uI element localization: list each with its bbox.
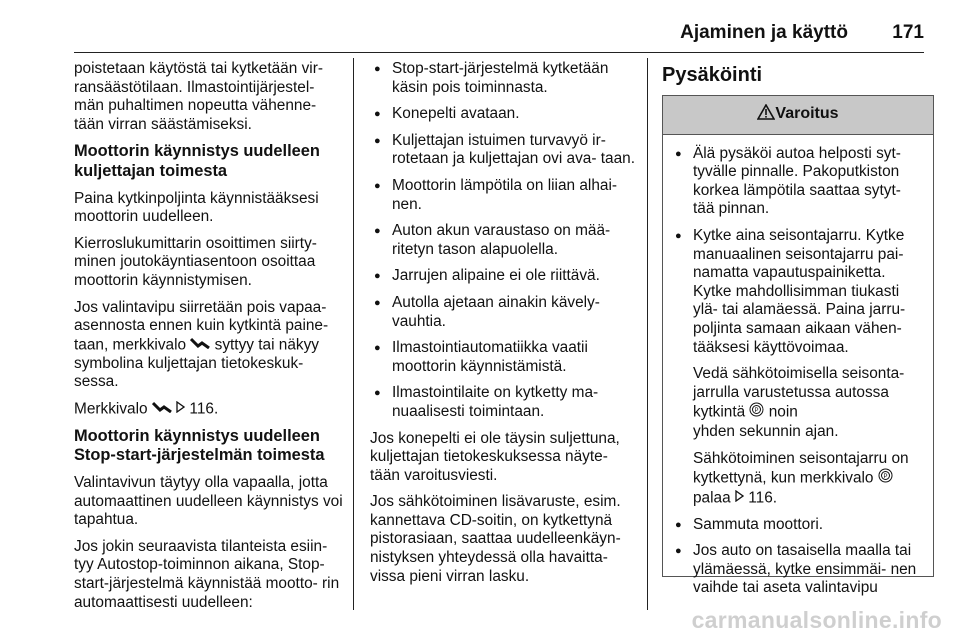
- watermark: carmanualsonline.info: [691, 607, 942, 633]
- column-3: [662, 60, 934, 597]
- warning-triangle-icon: [757, 104, 775, 126]
- list-item: ● Sammuta moottori.: [671, 516, 925, 535]
- parking-brake-icon: [878, 468, 893, 489]
- autostop-icon: [152, 400, 172, 419]
- paragraph: Vedä sähkötoimisella seisonta- jarrulla varustetussa autossa kytkintä P noin yhden sekunnin ajan.: [693, 365, 905, 440]
- section-heading: Moottorin käynnistys uudelleen Stop-start-järjestelmän toimesta: [74, 426, 325, 465]
- column-2: [370, 60, 638, 594]
- list-item: ● Ilmastointiautomatiikka vaatii moottorin käynnistämistä.: [370, 339, 638, 376]
- svg-text:P: P: [883, 474, 888, 481]
- page-header: [0, 0, 960, 54]
- column-divider: [353, 58, 354, 610]
- paragraph: Kierroslukumittarin osoittimen siirty- minen joutokäyntiasentoon osoittaa moottorin käynnistymisen.: [74, 234, 317, 289]
- warning-box: [662, 95, 934, 597]
- list-item: ● Stop-start-järjestelmä kytketään käsin pois toiminnasta.: [370, 60, 638, 97]
- list-item: ● Jarrujen alipaine ei ole riittävä.: [370, 267, 638, 286]
- paragraph: Paina kytkinpoljinta käynnistääksesi moottorin uudelleen.: [74, 189, 319, 226]
- paragraph: Jos valintavipu siirretään pois vapaa- asennosta ennen kuin kytkintä paine- taan, merkkivalo syttyy tai näkyy symbolina kuljettajan tietokeskuk- sessa.: [74, 298, 329, 391]
- list-item: ● Moottorin lämpötila on liian alhai- nen.: [370, 177, 638, 214]
- paragraph: Jos konepelti ei ole täysin suljettuna, kuljettajan tietokeskuksessa näyte- tään varoitusviesti.: [370, 429, 620, 484]
- paragraph: Jos jokin seuraavista tilanteista esiin- tyy Autostop-toiminnon aikana, Stop- start-järjestelmä käynnistää mootto- rin automaattisesti uudelleen:: [74, 537, 340, 611]
- list-item: ● Ilmastointilaite on kytketty ma- nuaalisesti toimintaan.: [370, 384, 638, 421]
- list-item: ● Kuljettajan istuimen turvavyö ir- rotetaan ja kuljettajan ovi ava- taan.: [370, 132, 638, 169]
- autostop-icon: [190, 336, 210, 355]
- paragraph: Jos sähkötoiminen lisävaruste, esim. kannettava CD-soitin, on kytkettynä pistorasiaan, saattaa uudelleenkäyn- nistyksen yhteydessä olla havaitta- vissa pieni virran lasku.: [370, 493, 621, 585]
- section-heading: Pysäköinti: [662, 64, 763, 86]
- page-number: 171: [892, 22, 924, 43]
- list-item: ● Älä pysäköi autoa helposti syt- tyvälle pinnalle. Pakoputkiston korkea lämpötila saattaa sytyt- tää pinnan.: [671, 145, 925, 219]
- list-item: ● Autolla ajetaan ainakin kävely- vauhtia.: [370, 294, 638, 331]
- paragraph: Merkkivalo 116.: [74, 400, 219, 418]
- list-item: ● Auton akun varaustaso on mää- ritetyn tason alapuolella.: [370, 222, 638, 259]
- page-ref-icon[interactable]: [735, 489, 744, 508]
- column-divider: [647, 58, 648, 610]
- paragraph: Sähkötoiminen seisontajarru on kytkettynä, kun merkkivalo P palaa 116.: [693, 449, 909, 507]
- list-item: ● Jos auto on tasaisella maalla tai ylämäessä, kytke ensimmäi- nen vaihde tai aseta valintavipu: [671, 542, 925, 598]
- page-ref-icon[interactable]: [176, 400, 185, 419]
- paragraph: poistetaan käytöstä tai kytketään vir- ransäästötilaan. Ilmastointijärjestel- män puhaltimen nopeutta vähenne- tään virran säästämiseksi.: [74, 60, 323, 133]
- section-heading: Moottorin käynnistys uudelleen kuljettajan toimesta: [74, 142, 320, 180]
- paragraph: Valintavivun täytyy olla vapaalla, jotta automaattinen uudelleen käynnistys voi tapahtua.: [74, 474, 343, 529]
- list-item: ● Kytke aina seisontajarru. Kytke manuaalinen seisontajarru pai- namatta vapautuspainiketta. Kytke mahdollisimman tiukasti ylä- tai alamäessä. Paina jarru- poljinta samaan aikaan vähen- tääksesi käyttövoimaa.: [671, 227, 925, 357]
- list-item: ● Konepelti avataan.: [370, 105, 638, 124]
- svg-text:P: P: [754, 408, 759, 415]
- parking-brake-icon: [749, 402, 764, 423]
- warning-title: Varoitus: [775, 105, 839, 123]
- warning-body: [663, 135, 933, 598]
- warning-header: [663, 96, 933, 135]
- header-rule: [74, 52, 924, 53]
- chapter-title: Ajaminen ja käyttö: [680, 22, 848, 43]
- column-1: [74, 60, 344, 620]
